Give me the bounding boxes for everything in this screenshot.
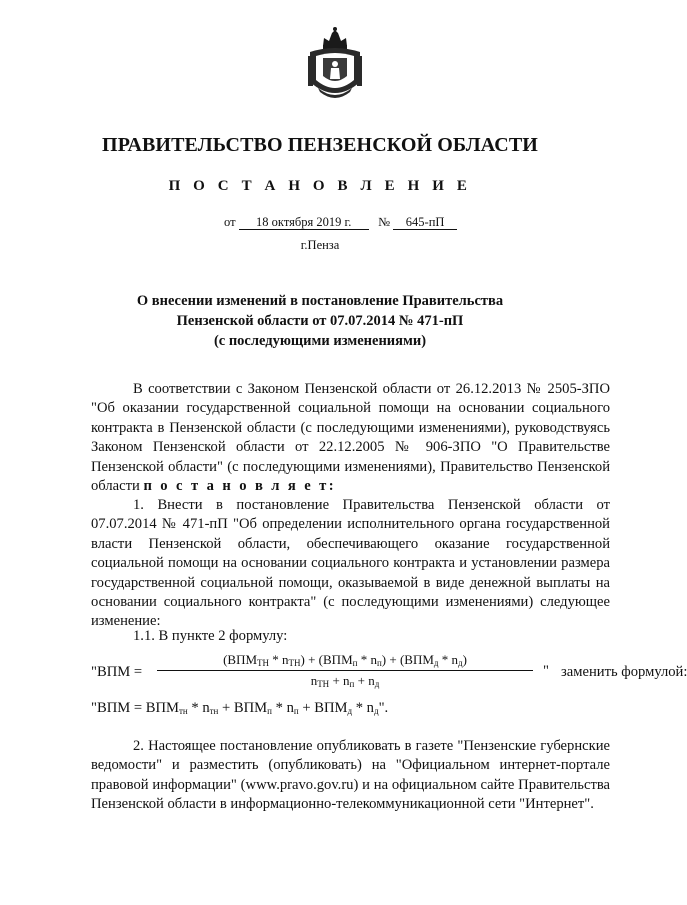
replace-text: заменить формулой:	[561, 664, 687, 680]
city: г.Пенза	[300, 238, 340, 252]
date-prefix: от	[224, 215, 236, 229]
preamble-text: В соответствии с Законом Пензенской области от 26.12.2013 № 2505-ЗПО "Об оказании государственной социальной помощи на основании социального контракта в Пензенской области (с последующими изменениями), руководствуясь Законом Пензенской области от 22.12.2005 № 906-ЗПО "О Правительстве Пензенской области" (с последующими изменениями), Правительство Пензенской области	[91, 381, 610, 495]
formula-numerator: $(ВПМ_{ТН} * n_{ТН}) + (ВПМ_п * n_п) + (ВПМ_д * n_д)$	[157, 652, 533, 671]
old-formula	[91, 652, 687, 696]
item-1-paragraph: 1. Внести в постановление Правительства Пензенской области от 07.07.2014 № 471-пП "Об определении исполнительного органа государственной власти Пензенской области, обеспечивающего оказание государственной социальной помощи на основании социального контракта и установлении размера государственной социальной помощи, оказываемой в виде денежной выплаты на основании социального контракта" (с последующими изменениями) следующее изменение:	[91, 497, 610, 630]
formula-lhs: "ВПМ =	[91, 664, 143, 680]
date-number-line	[224, 215, 457, 230]
coat-of-arms-icon	[304, 26, 366, 104]
subject-line-1: О внесении изменений в постановление Правительства	[136, 293, 504, 309]
subject-line-2: Пензенской области от 07.07.2014 № 471-пП	[176, 313, 464, 329]
document-date: 18 октября 2019 г.	[239, 215, 369, 230]
new-formula: "ВПМ = $ВПМ_{тн} * n_{тн} + ВПМ_п * n_п + ВПМ_д * n_д$".	[91, 700, 389, 716]
government-title: ПРАВИТЕЛЬСТВО ПЕНЗЕНСКОЙ ОБЛАСТИ	[102, 134, 538, 156]
document-number: 645-пП	[393, 215, 457, 230]
formula-denominator: $n_{ТН} + n_п + n_д$	[310, 673, 380, 689]
document-type: П О С Т А Н О В Л Е Н И Е	[168, 178, 472, 194]
decree-word: п о с т а н о в л я е т:	[143, 478, 337, 495]
number-sign: №	[378, 215, 390, 229]
item-2-paragraph: 2. Настоящее постановление опубликовать в газете "Пензенские губернские ведомости" и разместить (опубликовать) на "Официальном интернет-портале правовой информации" (www.pravo.gov.ru) и на официальном сайте Правительства Пензенской области в информационно-телекоммуникационной сети "Интернет".	[91, 738, 610, 813]
formula-fraction	[157, 652, 533, 689]
document-subject	[0, 291, 640, 351]
formula-close-quote: "	[543, 663, 549, 679]
subject-line-3: (с последующими изменениями)	[213, 333, 427, 349]
item-1-1-paragraph: 1.1. В пункте 2 формулу:	[133, 628, 288, 644]
preamble-paragraph	[91, 380, 610, 496]
